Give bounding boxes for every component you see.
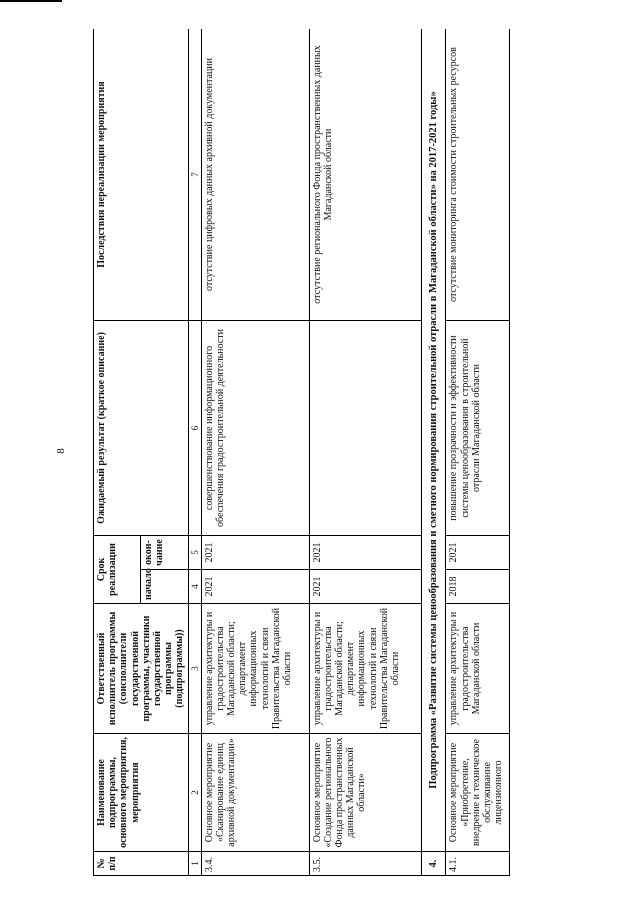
row-name: Основное мероприятие «Сканирование единиц архивной документации» (201, 734, 309, 852)
subprogram-title: Подпрограмма «Развитие системы ценообразования и сметного нормирования строительной отрасли в Магаданской области» на 2017-2021 годы» (421, 29, 446, 852)
row-consequences: отсутствие мониторинга стоимости строительных ресурсов (446, 29, 510, 321)
subprogram-num: 4. (421, 852, 446, 876)
column-numbers-row (188, 29, 201, 876)
header-name: Наименование подпрограммы, основного мероприятия, мероприятия (94, 734, 189, 852)
header-result: Ожидаемый результат (краткое описание) (94, 321, 189, 536)
row-end: 2021 (446, 536, 510, 570)
header-row (94, 29, 141, 876)
row-consequences: отсутствие цифровых данных архивной документации (201, 29, 309, 321)
row-responsible: управление архитектуры и градостроительства Магаданской области; департамент информационных технологий и связи Правительства Магаданской области (201, 604, 309, 734)
row-start: 2021 (201, 570, 309, 604)
row-result (309, 321, 421, 536)
table-row (201, 29, 309, 876)
col-number: 7 (188, 29, 201, 321)
row-consequences: отсутствие регионального Фонда пространственных данных Магаданской области (309, 29, 421, 321)
measures-table (93, 29, 510, 876)
rotated-table-frame (93, 29, 614, 876)
col-number: 5 (188, 536, 201, 570)
row-responsible: управление архитектуры и градостроительства Магаданской области (446, 604, 510, 734)
header-responsible: Ответственный исполнитель программы (соисполнители государственной программы, участники государственной программы (подпрограммы)) (94, 604, 189, 734)
row-num: 3.5. (309, 852, 421, 876)
row-end: 2021 (309, 536, 421, 570)
row-result: повышение прозрачности и эффективности системы ценообразования в строительной отрасли Магаданской области (446, 321, 510, 536)
subprogram-row (421, 29, 446, 876)
col-number: 1 (188, 852, 201, 876)
header-num: № п/п (94, 852, 189, 876)
row-num: 3.4. (201, 852, 309, 876)
col-number: 2 (188, 734, 201, 852)
header-end: окон-чание (141, 536, 188, 570)
table-row (446, 29, 510, 876)
table-row (309, 29, 421, 876)
row-name: Основное мероприятие «Приобретение, внедрение и техническое обслуживание лицензионного (446, 734, 510, 852)
header-consequences: Последствия нереализации мероприятия (94, 29, 189, 321)
page-number: 8 (54, 448, 67, 454)
row-end: 2021 (201, 536, 309, 570)
row-responsible: управление архитектуры и градостроительства Магаданской области; департамент информационных технологий и связи Правительства Магаданской области (309, 604, 421, 734)
row-start: 2018 (446, 570, 510, 604)
col-number: 4 (188, 570, 201, 604)
col-number: 6 (188, 321, 201, 536)
row-num: 4.1. (446, 852, 510, 876)
header-term: Срок реализации (94, 536, 141, 604)
landscape-page (93, 29, 614, 876)
top-rule (0, 0, 62, 2)
row-name: Основное мероприятие «Создание регионального Фонда пространственных данных Магаданской области» (309, 734, 421, 852)
col-number: 3 (188, 604, 201, 734)
row-start: 2021 (309, 570, 421, 604)
header-start: начало (141, 570, 188, 604)
row-result: совершенствование информационного обеспечения градостроительной деятельности (201, 321, 309, 536)
